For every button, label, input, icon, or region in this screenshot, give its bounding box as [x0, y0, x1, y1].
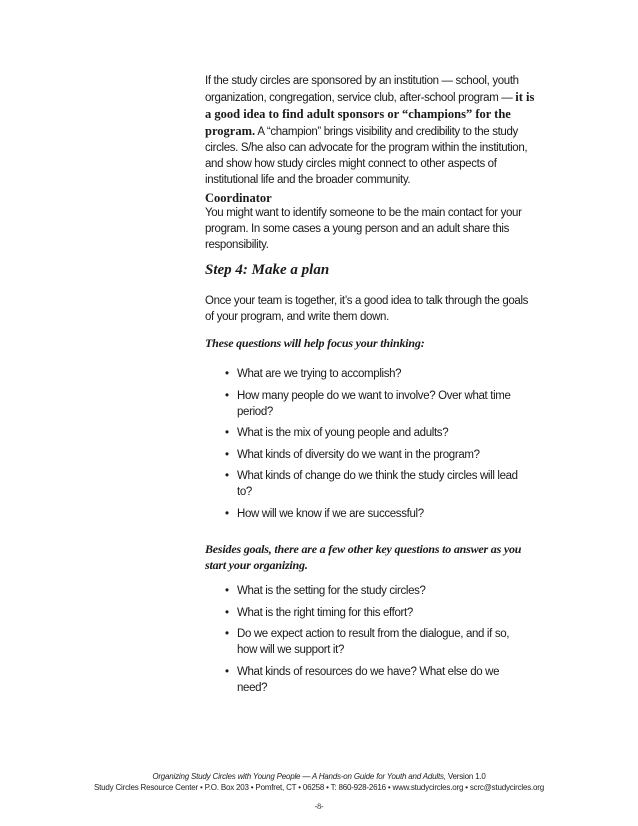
list-item: • What is the mix of young people and adults?	[225, 425, 530, 441]
footer-version: Version 1.0	[445, 772, 486, 781]
footer-title-line	[0, 771, 638, 782]
key-questions-lead: Besides goals, there are a few other key questions to answer as you start your organizing.	[205, 542, 522, 572]
sponsor-text-bold: it is a good idea to find adult sponsors or “champions” for the program.	[205, 90, 535, 138]
sponsor-text-plain: If the study circles are sponsored by an institution — school, youth organization, congregation, service club, after-school program —	[205, 75, 519, 104]
list-item: • What are we trying to accomplish?	[225, 366, 530, 382]
list-item: • What is the right timing for this effort?	[225, 605, 530, 621]
key-questions-list	[225, 583, 530, 701]
list-item: • What is the setting for the study circles?	[225, 583, 530, 599]
step-4-paragraph: Once your team is together, it’s a good idea to talk through the goals of your program, and write them down.	[205, 295, 529, 323]
list-item: • How many people do we want to involve? Over what time period?	[225, 388, 530, 420]
goal-questions-list	[225, 366, 530, 527]
list-item: • What kinds of diversity do we want in the program?	[225, 447, 530, 463]
list-item: • How will we know if we are successful?	[225, 506, 530, 522]
coordinator-heading: Coordinator	[205, 191, 272, 205]
questions-lead: These questions will help focus your thinking:	[205, 336, 425, 350]
footer-title: Organizing Study Circles with Young People — A Hands-on Guide for Youth and Adults,	[152, 772, 446, 781]
step-4-heading: Step 4: Make a plan	[205, 262, 330, 278]
sponsor-text-after: A “champion” brings visibility and credibility to the study circles. S/he also can advocate for the program within the institution, and show how study circles might connect to other aspects of institutional life and the broader community.	[205, 126, 528, 186]
list-item: • Do we expect action to result from the dialogue, and if so, how will we support it?	[225, 626, 530, 658]
list-item: • What kinds of change do we think the study circles will lead to?	[225, 468, 530, 500]
coordinator-paragraph: You might want to identify someone to be the main contact for your program. In some cases a young person and an adult share this responsibility.	[205, 207, 522, 251]
list-item: • What kinds of resources do we have? What else do we need?	[225, 664, 530, 696]
footer-contact: Study Circles Resource Center • P.O. Box 203 • Pomfret, CT • 06258 • T: 860-928-2616 • www.studycircles.org • scrc@studycircles.org	[93, 783, 545, 792]
sponsor-paragraph	[205, 73, 535, 188]
page-number: -8-	[314, 802, 324, 811]
